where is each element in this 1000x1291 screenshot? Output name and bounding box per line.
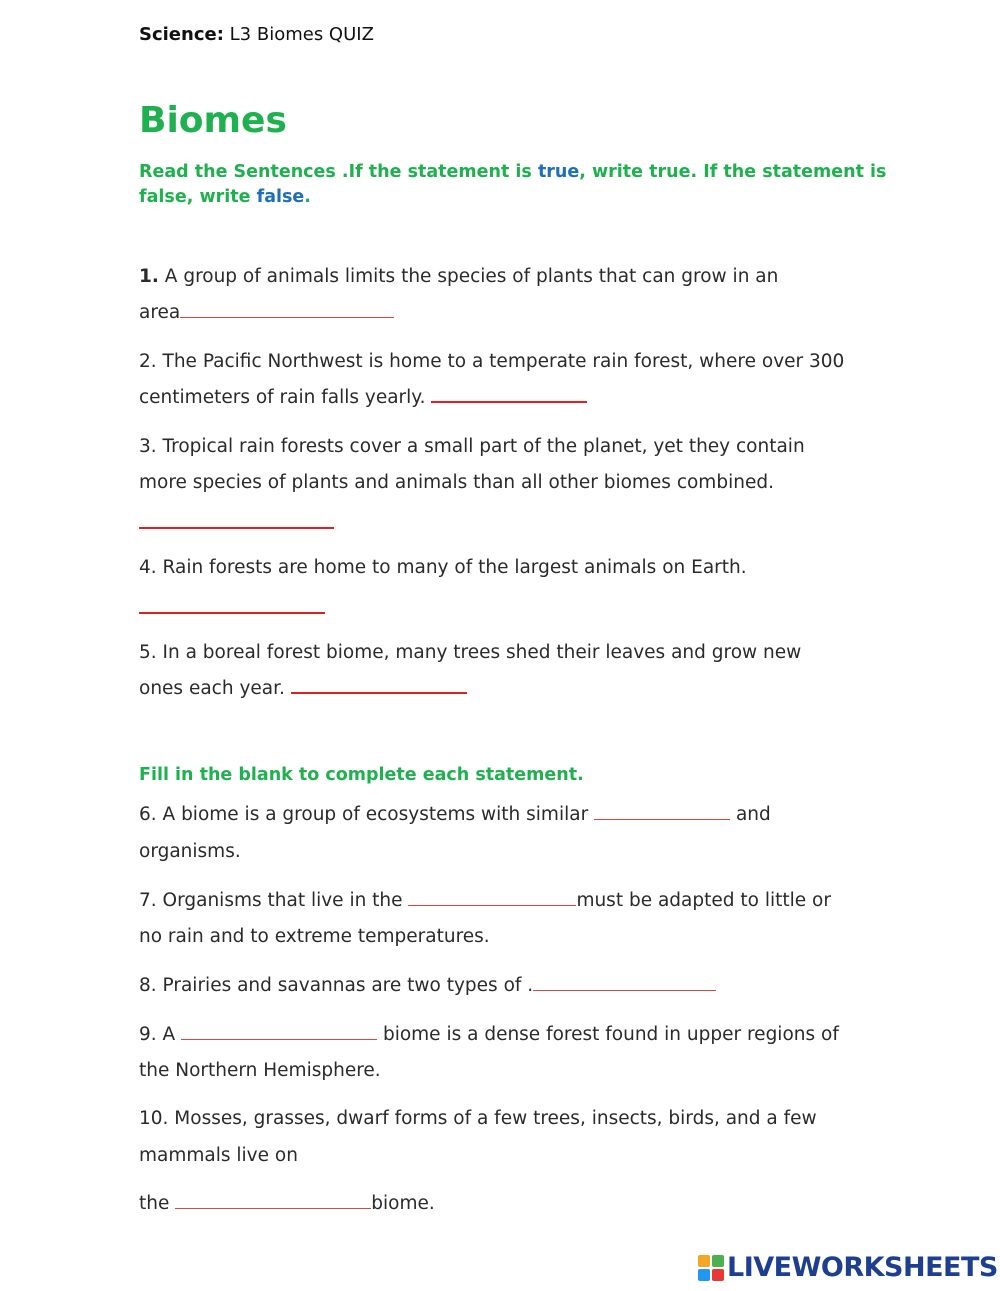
question-6-text: and	[730, 804, 771, 825]
question-5-text: ones each year.	[139, 678, 291, 699]
answer-blank-9[interactable]	[181, 1038, 377, 1040]
question-9-line1	[139, 1024, 839, 1045]
question-2-text: centimeters of rain falls yearly.	[139, 387, 432, 408]
answer-blank-3[interactable]	[139, 527, 334, 529]
liveworksheets-logo-icon	[698, 1255, 724, 1281]
question-10-text: the	[139, 1193, 176, 1214]
question-1-text: A group of animals limits the species of plants that can grow in an	[158, 266, 779, 287]
instr-text: , write true. If the statement is	[579, 162, 887, 182]
answer-blank-4[interactable]	[139, 612, 325, 614]
question-6-line2: organisms.	[139, 841, 241, 862]
instr-true-word: true	[537, 162, 580, 182]
question-10-line2: mammals live on	[139, 1145, 298, 1166]
question-7-text: 7. Organisms that live in the	[139, 890, 409, 911]
liveworksheets-logo	[698, 1252, 998, 1283]
answer-blank-5[interactable]	[291, 691, 467, 694]
page-header	[139, 24, 374, 45]
instructions-fill-in-blank: Fill in the blank to complete each statement.	[139, 765, 584, 785]
instr-false-word: false	[256, 187, 305, 207]
question-10-line3	[139, 1193, 435, 1214]
page-title: Biomes	[139, 100, 287, 141]
question-10-text: biome.	[371, 1193, 435, 1214]
instructions-true-false-line1	[139, 162, 886, 182]
answer-blank-8[interactable]	[533, 989, 716, 991]
question-4-line1: 4. Rain forests are home to many of the largest animals on Earth.	[139, 557, 747, 578]
answer-blank-7[interactable]	[408, 904, 576, 906]
instr-text: Read the Sentences .If the statement is	[139, 162, 538, 182]
question-9-line2: the Northern Hemisphere.	[139, 1060, 381, 1081]
instr-text: .	[304, 187, 311, 207]
question-1-number: 1.	[139, 266, 159, 287]
question-3-line1: 3. Tropical rain forests cover a small part of the planet, yet they contain	[139, 436, 805, 457]
question-3-line2: more species of plants and animals than all other biomes combined.	[139, 472, 774, 493]
question-7-line2: no rain and to extreme temperatures.	[139, 926, 490, 947]
question-7-text: must be adapted to little or	[576, 890, 831, 911]
question-8-line1	[139, 975, 716, 996]
instr-text: false, write	[139, 187, 257, 207]
question-6-line1	[139, 804, 771, 825]
question-9-text: 9. A	[139, 1024, 182, 1045]
answer-blank-1[interactable]	[180, 316, 394, 318]
answer-blank-2[interactable]	[431, 400, 587, 403]
answer-blank-10[interactable]	[175, 1207, 371, 1209]
header-subject: Science:	[139, 24, 224, 45]
instructions-true-false-line2	[139, 187, 311, 207]
question-6-text: 6. A biome is a group of ecosystems with similar	[139, 804, 595, 825]
question-1-line2	[139, 302, 394, 323]
question-1-line1	[139, 266, 778, 287]
question-2-line1: 2. The Pacific Northwest is home to a temperate rain forest, where over 300	[139, 351, 845, 372]
question-5-line1: 5. In a boreal forest biome, many trees shed their leaves and grow new	[139, 642, 802, 663]
question-7-line1	[139, 890, 831, 911]
question-8-text: 8. Prairies and savannas are two types of .	[139, 975, 534, 996]
question-5-line2	[139, 678, 467, 699]
question-2-line2	[139, 387, 587, 408]
question-10-line1: 10. Mosses, grasses, dwarf forms of a few trees, insects, birds, and a few	[139, 1108, 817, 1129]
header-quiz-name: L3 Biomes QUIZ	[229, 24, 374, 45]
question-9-text: biome is a dense forest found in upper regions of	[377, 1024, 839, 1045]
question-1-text: area	[139, 302, 181, 323]
liveworksheets-logo-text: LIVEWORKSHEETS	[727, 1252, 998, 1283]
answer-blank-6[interactable]	[594, 818, 730, 820]
